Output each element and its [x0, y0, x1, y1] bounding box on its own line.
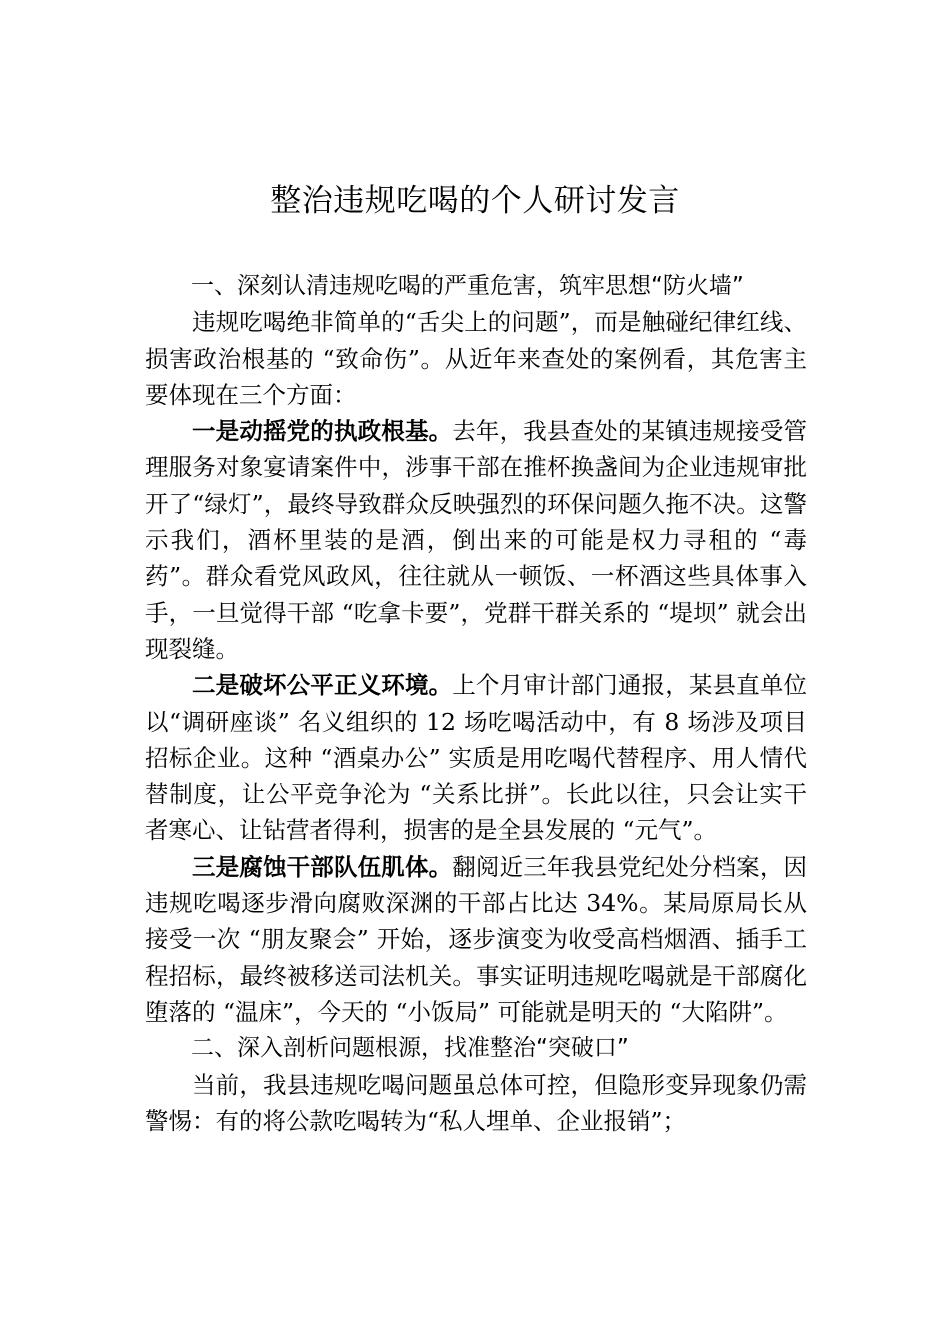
document-body — [145, 268, 807, 1139]
document-title: 整治违规吃喝的个人研讨发言 — [270, 183, 680, 219]
point2-lead: 二是破坏公平正义环境。 — [192, 671, 453, 700]
section2-heading: 二、深入剖析问题根源，找准整治“突破口” — [191, 1035, 629, 1062]
point1-lead: 一是动摇党的执政根基。 — [192, 417, 453, 446]
point2-body: 上个月审计部门通报，某县直单位以“调研座谈” 名义组织的 12 场吃喝活动中，有 8 场涉及项目招标企业。这种 “酒桌办公” 实质是用吃喝代替程序、用人情代替制度，让公平竞争沦为 “关系比拼”。长此以往，只会让实干者寒心、让钻营者得利，损害的是全县发展的 “元气”。 — [145, 671, 808, 845]
section2-intro: 当前，我县违规吃喝问题虽总体可控，但隐形变异现象仍需警惕：有的将公款吃喝转为“私人埋单、企业报销”； — [145, 1070, 807, 1135]
section1-intro: 违规吃喝绝非简单的“舌尖上的问题”，而是触碰纪律红线、损害政治根基的 “致命伤”。从近年来查处的案例看，其危害主要体现在三个方面： — [145, 308, 807, 409]
point3-lead: 三是腐蚀干部队伍肌体。 — [192, 852, 453, 881]
point1-paragraph — [145, 413, 807, 667]
point2-paragraph — [145, 667, 807, 848]
point3-paragraph — [145, 849, 807, 1030]
section1-heading: 一、深刻认清违规吃喝的严重危害，筑牢思想“防火墙” — [191, 273, 744, 299]
point3-body: 翻阅近三年我县党纪处分档案，因违规吃喝逐步滑向腐败深渊的干部占比达 34%。某局原局长从接受一次 “朋友聚会” 开始，逐步演变为收受高档烟酒、插手工程招标，最终被移送司法机关。事实证明违规吃喝就是干部腐化堕落的 “温床”，今天的 “小饭局” 可能就是明天的 “大陷阱”。 — [145, 852, 808, 1026]
point1-body: 去年，我县查处的某镇违规接受管理服务对象宴请案件中，涉事干部在推杯换盏间为企业违规审批开了“绿灯”，最终导致群众反映强烈的环保问题久拖不决。这警示我们，酒杯里装的是酒，倒出来的可能是权力寻租的 “毒药”。群众看党风政风，往往就从一顿饭、一杯酒这些具体事入手，一旦觉得干部 “吃拿卡要”，党群干群关系的 “堤坝” 就会出现裂缝。 — [145, 417, 808, 663]
